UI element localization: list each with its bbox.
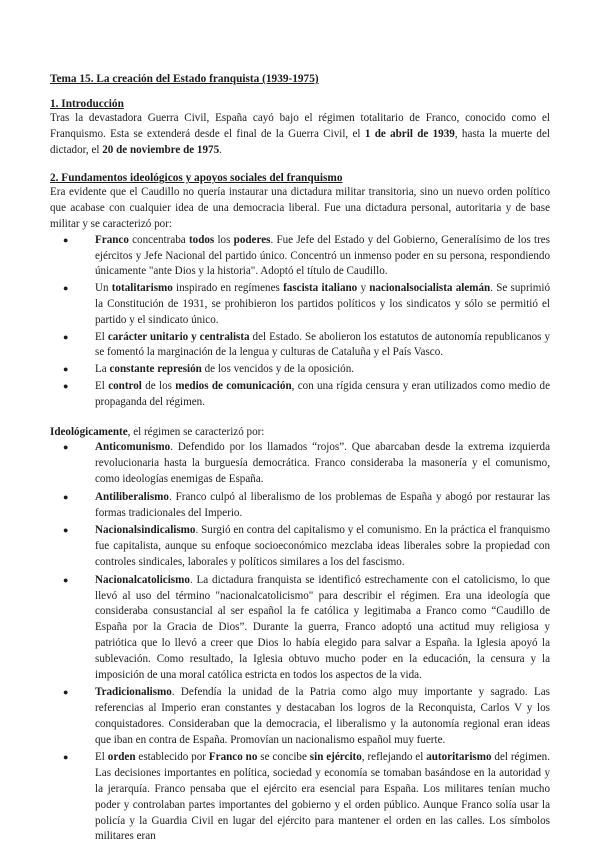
list-item: ● Antiliberalismo. Franco culpó al liberalismo de los problemas de España y abogó por restaurar las formas tradicionales del Imperio. xyxy=(63,490,550,519)
bullet-icon: ● xyxy=(63,442,69,453)
ideology-list xyxy=(50,440,550,845)
list-item: ● Nacionalcatolicismo. La dictadura franquista se identificó estrechamente con el catolicismo, lo que llevó al uso del término "nacionalcatolicismo" para describir el régimen. Era una ideología que consideraba consustancial al ser español la fe católica y legitimaba a Franco como “Caudillo de España por la Gracia de Dios”. Durante la guerra, Franco adoptó una actitud muy religiosa y patriótica que lo llevó a creer que Dios lo había elegido para salvar a España. la Iglesia apoyó la sublevación. Como resultado, la Iglesia obtuvo mucho poder en la educación, la censura y la imposición de una moral católica estricta en todos los aspectos de la vida. xyxy=(63,573,550,681)
list-item: ● Anticomunismo. Defendido por los llamados “rojos”. Que abarcaban desde la extrema izquierda revolucionaria hasta la burguesía democrática. Franco consideraba la masonería y el comunismo, como ideologías enemigas de España. xyxy=(63,441,550,485)
list-item: ● El orden establecido por Franco no se concibe sin ejército, reflejando el autoritarismo del régimen. Las decisiones importantes en política, sociedad y economía se tomaban basándose en la autoridad y la jerarquía. Franco pensaba que el ejército era esencial para España. Los militares tenían mucho poder y controlaban partes importantes del gobierno y el orden público. Aunque Franco solía usar la policía y la Guardia Civil en lugar del ejército para mantener el orden en las calles. Los símbolos militares eran xyxy=(63,751,550,843)
list-item: ● Nacionalsindicalismo. Surgió en contra del capitalismo y el comunismo. En la práctica el franquismo fue capitalista, aunque su enfoque socioeconómico mezclaba ideas liberales sobre la propiedad con controles sindicales, laborales y políticos similares a los del fascismo. xyxy=(63,524,550,568)
bullet-icon: ● xyxy=(63,331,69,342)
bullet-icon: ● xyxy=(63,283,69,294)
section-heading-introduccion: 1. Introducción xyxy=(50,98,124,110)
document-body xyxy=(50,72,550,847)
list-item: ● Un totalitarismo inspirado en regímenes fascista italiano y nacionalsocialista alemán. Se suprimió la Constitución de 1931, se prohibieron los partidos políticos y los sindicatos y sólo se permitió el partido y el sindicato único. xyxy=(63,282,551,326)
list-item: ● El control de los medios de comunicación, con una rígida censura y eran utilizados como medio de propaganda del régimen. xyxy=(63,379,550,408)
bullet-icon: ● xyxy=(63,574,69,585)
bullet-icon: ● xyxy=(63,234,69,245)
paragraph-ideologicamente: Ideológicamente, el régimen se caracterizó por: xyxy=(50,425,265,438)
date-end: 20 de noviembre de 1975 xyxy=(102,143,220,156)
characteristics-list xyxy=(50,233,550,411)
bullet-icon: ● xyxy=(63,525,69,536)
list-item: ● La constante represión de los vencidos y de la oposición. xyxy=(50,362,550,378)
paragraph-introduccion: Tras la devastadora Guerra Civil, España cayó bajo el régimen totalitario de Franco, conocido como el Franquismo. Esta se extenderá desde el final de la Guerra Civil, el 1 de abril de 1939, hasta la muerte del dictador, el 20 de noviembre de 1975. xyxy=(50,112,550,156)
list-item: ● Tradicionalismo. Defendía la unidad de la Patria como algo muy importante y sagrado. Las referencias al Imperio eran constantes y destacaban los logros de la Reconquista, Carlos V y los conquistadores. Consideraban que la democracia, el liberalismo y la autonomía regional eran ideas que iban en contra de España. Promovían un nacionalismo español muy fuerte. xyxy=(63,686,550,746)
date-start: 1 de abril de 1939 xyxy=(364,127,455,140)
bullet-icon: ● xyxy=(63,752,69,763)
paragraph-fundamentos-intro: Era evidente que el Caudillo no quería instaurar una dictadura militar transitoria, sino un nuevo orden político que acabase con cualquier idea de una democracia liberal. Fue una dictadura personal, autoritaria y de base militar y se caracterizó por: xyxy=(50,186,550,230)
bullet-icon: ● xyxy=(63,491,69,502)
section-heading-fundamentos: 2. Fundamentos ideológicos y apoyos sociales del franquismo xyxy=(50,172,343,185)
document-title: Tema 15. La creación del Estado franquista (1939-1975) xyxy=(50,73,319,85)
list-item: ● Franco concentraba todos los poderes. Fue Jefe del Estado y del Gobierno, Generalísimo de los tres ejércitos y Jefe Nacional del partido único. Concentró un inmenso poder en su persona, respondiendo únicamente "ante Dios y la historia". Adoptó el título de Caudillo. xyxy=(63,233,551,278)
bullet-icon: ● xyxy=(63,380,69,391)
bullet-icon: ● xyxy=(63,364,69,375)
list-item: ● El carácter unitario y centralista del Estado. Se abolieron los estatutos de autonomía republicanos y se fomentó la marginación de la lengua y culturas de Cataluña y el País Vasco. xyxy=(63,330,550,359)
bullet-icon: ● xyxy=(63,687,69,698)
